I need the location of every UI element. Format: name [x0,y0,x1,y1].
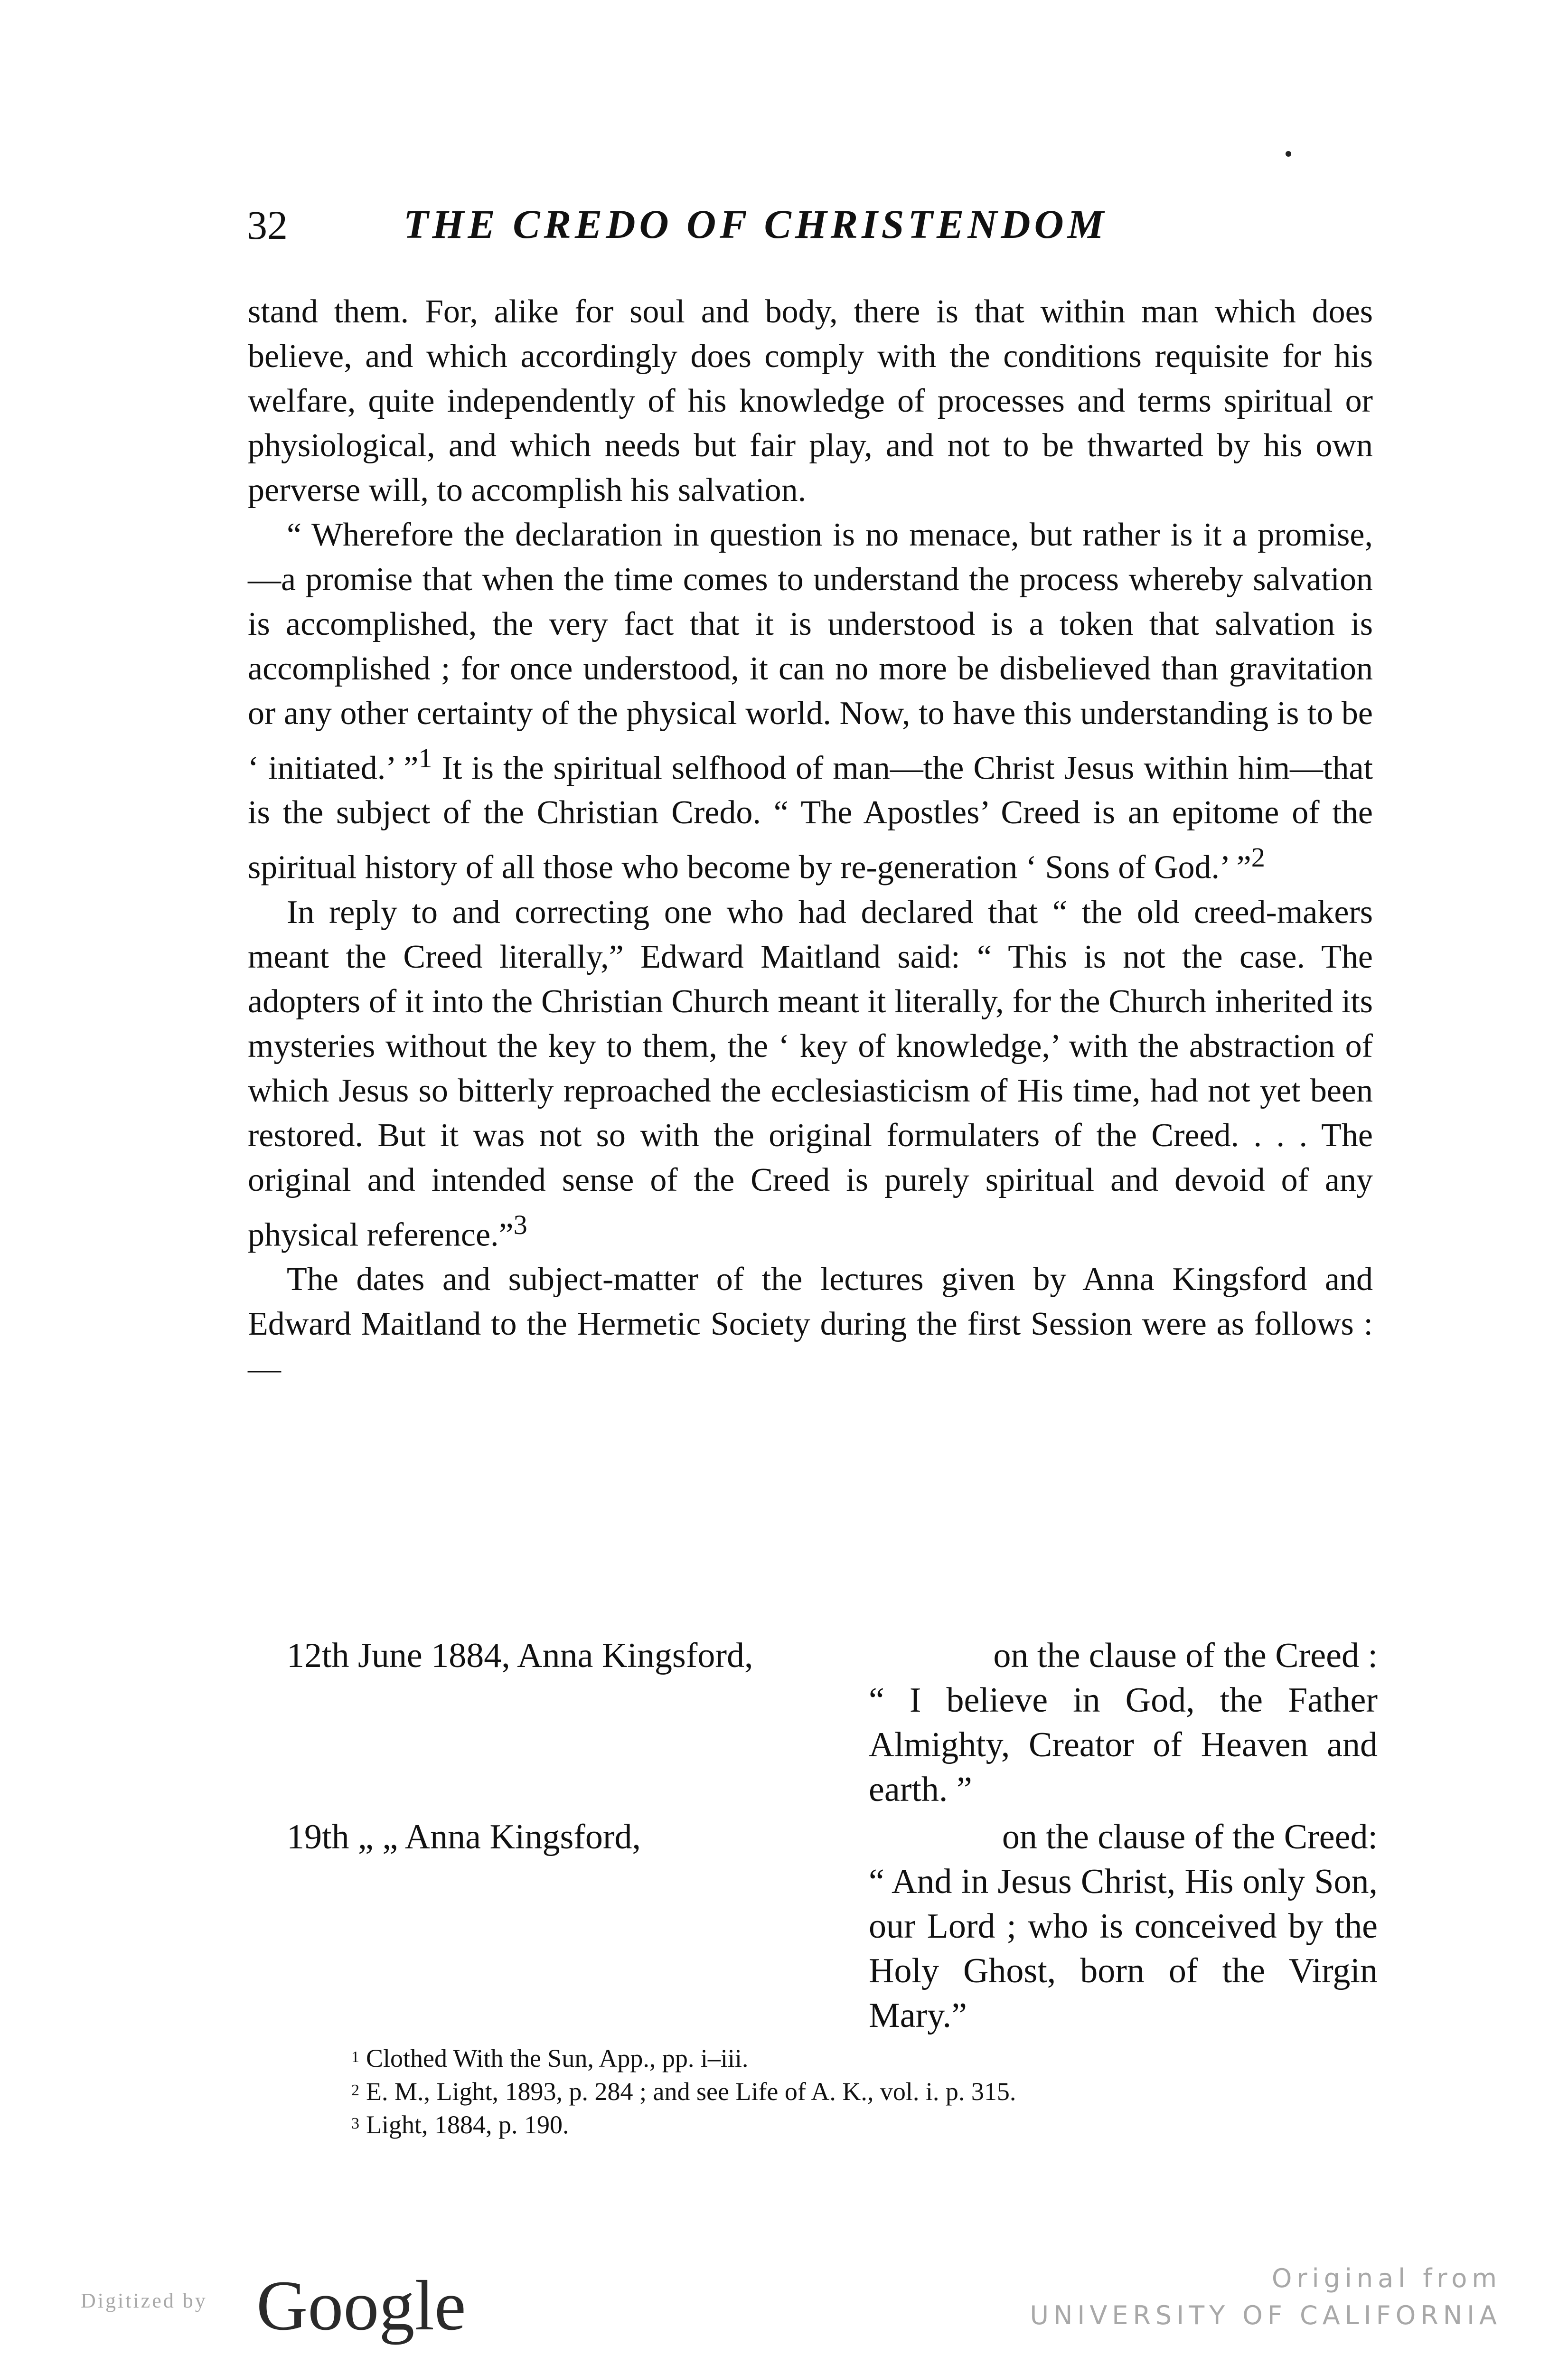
page-number: 32 [247,202,288,248]
paragraph-2 [248,513,1373,890]
footnote-ref-3: 3 [513,1209,527,1240]
footnote-text: Light, 1884, p. 190. [366,2110,569,2139]
lecture-clause-label: on the clause of the Creed : [993,1636,1378,1675]
lecture-entry [248,1815,1378,2038]
footnote-number: 2 [351,2082,359,2099]
digitized-by-label: Digitized by [81,2289,207,2312]
lecture-date: 12th June 1884, Anna Kingsford, [287,1636,753,1675]
stray-mark [1286,151,1291,157]
lecture-clause: “ I believe in God, the Father Almighty, Creator of Heaven and earth. ” [869,1681,1378,1809]
footnote [351,2108,1396,2141]
footnote-ref-2: 2 [1251,842,1265,873]
running-title: THE CREDO OF CHRISTENDOM [404,201,1108,247]
university-label: UNIVERSITY OF CALIFORNIA [1030,2300,1502,2330]
paragraph-4: The dates and subject-matter of the lectures given by Anna Kingsford and Edward Maitland to the Hermetic Society during the first Session were as follows :— [248,1261,1373,1387]
lecture-clause-label: on the clause of the Creed: [1002,1818,1378,1856]
lecture-clause: “ And in Jesus Christ, His only Son, our Lord ; who is conceived by the Holy Ghost, born of the Virgin Mary.” [869,1862,1378,2035]
footnote-ref-1: 1 [418,743,432,773]
lecture-list [248,1633,1378,2041]
paragraph-1: stand them. For, alike for soul and body, there is that within man which does believe, and which accordingly does comply with the conditions requisite for his welfare, quite independently of his knowledge of processes and terms spiritual or physiological, and which needs but fair play, and not to be thwarted by his own perverse will, to accomplish his salvation. [248,293,1373,509]
paragraph-3-text: In reply to and correcting one who had declared that “ the old creed-makers meant the Creed literally,” Edward Maitland said: “ This is not the case. The adopters of it into the Christian Church meant it literally, for the Church inherited its mysteries without the key to them, the ‘ key of knowledge,’ with the abstraction of which Jesus so bitterly reproached the ecclesiasticism of His time, had not yet been restored. But it was not so with the original formulaters of the Creed. . . . The original and intended sense of the Creed is purely spiritual and devoid of any physical reference.” [248,894,1373,1253]
footnotes [351,2042,1396,2141]
google-logo: Google [256,2266,466,2345]
page-header [247,195,1377,266]
footnote [351,2075,1396,2108]
body-text [248,290,1373,1391]
footnote-text: Clothed With the Sun, App., pp. i–iii. [366,2044,749,2073]
lecture-entry [248,1633,1378,1812]
footnote-number: 1 [351,2048,359,2066]
footnote-text: E. M., Light, 1893, p. 284 ; and see Life of A. K., vol. i. p. 315. [366,2077,1016,2106]
original-from-label: Original from [1271,2263,1502,2293]
paragraph-2-continued: It is the spiritual selfhood of man—the Christ Jesus within him—that is the subject of the Christian Credo. “ The Apostles’ Creed is an epitome of the spiritual history of all those who become by re-generation ‘ Sons of God.’ ” [248,750,1373,886]
source-attribution [1030,2260,1502,2334]
paragraph-2-text: “ Wherefore the declaration in question is no menace, but rather is it a promise,—a promise that when the time comes to understand the process whereby salvation is accomplished, the very fact that it is understood is a token that salvation is accomplished ; for once understood, it can no more be disbelieved than gravitation or any other certainty of the physical world. Now, to have this understanding is to be ‘ initiated.’ ” [248,517,1373,787]
lecture-date: 19th „ „ Anna Kingsford, [287,1818,641,1856]
footnote [351,2042,1396,2075]
footnote-number: 3 [351,2115,359,2132]
paragraph-3 [248,890,1373,1257]
